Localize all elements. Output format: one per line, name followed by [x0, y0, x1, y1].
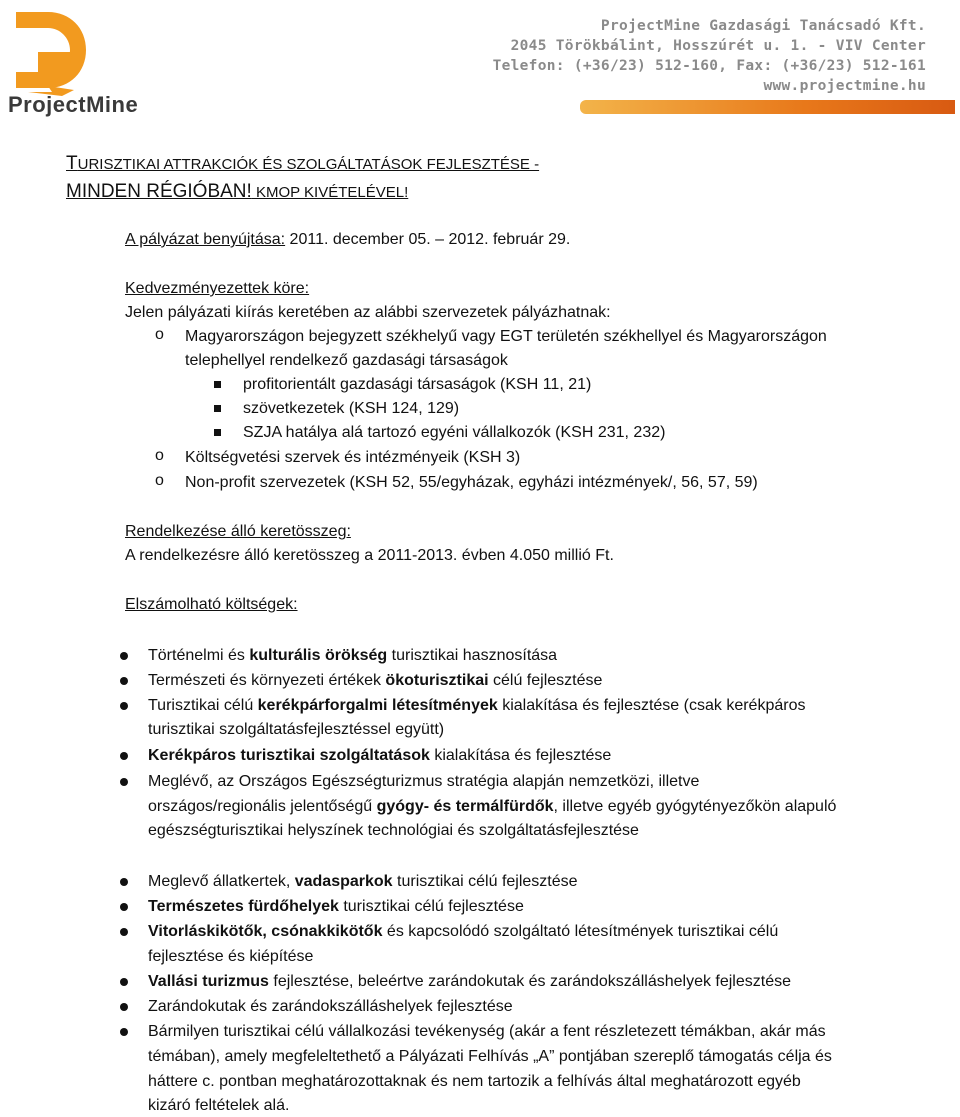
company-name: ProjectMine Gazdasági Tanácsadó Kft.	[600, 18, 926, 34]
beneficiary-sub-1: profitorientált gazdasági társaságok (KSH 11, 21)	[243, 376, 592, 393]
cost-item-8: Vitorláskikötők, csónakkikötők és kapcsolódó szolgáltató létesítmények turisztikai célú	[148, 923, 779, 940]
submission-period	[125, 229, 570, 251]
submission-value: 2011. december 05. – 2012. február 29.	[285, 231, 571, 248]
beneficiary-item-3: Non-profit szervezetek (KSH 52, 55/egyházak, egyházi intézmények/, 56, 57, 59)	[185, 474, 758, 491]
bullet-icon	[120, 702, 128, 710]
cost-item-10: Zarándokutak és zarándokszálláshelyek fejlesztése	[148, 998, 513, 1015]
beneficiary-sub-3: SZJA hatálya alá tartozó egyéni vállalkozók (KSH 231, 232)	[243, 424, 666, 441]
budget-heading: Rendelkezése álló keretösszeg:	[125, 523, 351, 540]
bullet-icon	[120, 903, 128, 911]
company-info	[493, 16, 926, 96]
costs-heading: Elszámolható költségek:	[125, 596, 298, 613]
cost-item-5: Meglévő, az Országos Egészségturizmus stratégia alapján nemzetközi, illetve	[148, 773, 700, 790]
logo-wordmark: ProjectMine	[8, 92, 139, 117]
cost-item-2: Természeti és környezeti értékek ökoturisztikai célú fejlesztése	[148, 672, 603, 689]
bullet-icon	[120, 652, 128, 660]
beneficiary-item-1: Magyarországon bejegyzett székhelyű vagy EGT területén székhellyel és Magyarországon	[185, 328, 827, 345]
title-initial: T	[66, 153, 78, 174]
list-bullet: o	[155, 447, 164, 464]
beneficiary-item-2: Költségvetési szervek és intézményeik (KSH 3)	[185, 449, 521, 466]
square-bullet-icon	[214, 429, 221, 436]
title-line2-tail: KMOP KIVÉTELÉVEL!	[251, 184, 409, 201]
bullet-icon	[120, 778, 128, 786]
beneficiaries-intro: Jelen pályázati kiírás keretében az alábbi szervezetek pályázhatnak:	[125, 304, 611, 321]
cost-item-1: Történelmi és kulturális örökség turisztikai hasznosítása	[148, 647, 558, 664]
list-bullet: o	[155, 472, 164, 489]
cost-item-9: Vallási turizmus fejlesztése, beleértve zarándokutak és zarándokszálláshelyek fejlesztése	[148, 973, 791, 990]
cost-item-11-cont: témában), amely megfeleltethető a Pályázati Felhívás „A” pontjában szereplő támogatás célja és	[148, 1048, 832, 1065]
square-bullet-icon	[214, 405, 221, 412]
square-bullet-icon	[214, 381, 221, 388]
bullet-icon	[120, 677, 128, 685]
cost-item-8-cont: fejlesztése és kiépítése	[148, 948, 314, 965]
list-bullet: o	[155, 326, 164, 343]
cost-item-3-cont: turisztikai szolgáltatásfejlesztéssel együtt)	[148, 721, 445, 738]
budget-text: A rendelkezésre álló keretösszeg a 2011-2013. évben 4.050 millió Ft.	[125, 547, 614, 564]
letterhead	[0, 0, 960, 125]
bullet-icon	[120, 878, 128, 886]
cost-item-6: Meglevő állatkertek, vadasparkok turisztikai célú fejlesztése	[148, 873, 578, 890]
bullet-icon	[120, 1003, 128, 1011]
beneficiary-sub-2: szövetkezetek (KSH 124, 129)	[243, 400, 460, 417]
cost-item-11: Bármilyen turisztikai célú vállalkozási tevékenység (akár a fent részletezett témákban, akár más	[148, 1023, 826, 1040]
header-accent-bar	[580, 100, 955, 114]
cost-item-5-cont: országos/regionális jelentőségű gyógy- és termálfürdők, illetve egyéb gyógytényezőkön alapuló	[148, 798, 837, 815]
beneficiaries-heading: Kedvezményezettek köre:	[125, 280, 310, 297]
document-title	[66, 150, 539, 206]
company-address: 2045 Törökbálint, Hosszúrét u. 1. - VIV Center	[510, 38, 926, 54]
title-line2-main: MINDEN RÉGIÓBAN!	[66, 181, 252, 202]
cost-item-11-cont3: kizáró feltételek alá.	[148, 1097, 290, 1114]
company-website: www.projectmine.hu	[763, 78, 926, 94]
cost-item-7: Természetes fürdőhelyek turisztikai célú fejlesztése	[148, 898, 524, 915]
company-phone: Telefon: (+36/23) 512-160, Fax: (+36/23) 512-161	[492, 58, 926, 74]
bullet-icon	[120, 928, 128, 936]
cost-item-5-cont2: egészségturisztikai helyszínek technológiai és szolgáltatásfejlesztése	[148, 822, 639, 839]
submission-label: A pályázat benyújtása:	[125, 231, 286, 248]
bullet-icon	[120, 752, 128, 760]
cost-item-3: Turisztikai célú kerékpárforgalmi létesítmények kialakítása és fejlesztése (csak kerékpáros	[148, 697, 806, 714]
bullet-icon	[120, 978, 128, 986]
bullet-icon	[120, 1028, 128, 1036]
cost-item-11-cont2: háttere c. pontban meghatározottaknak és nem tartozik a felhívás által meghatározott egyéb	[148, 1073, 801, 1090]
cost-item-4: Kerékpáros turisztikai szolgáltatások kialakítása és fejlesztése	[148, 747, 612, 764]
beneficiary-item-1-cont: telephellyel rendelkező gazdasági társaságok	[185, 352, 508, 369]
title-line1: URISZTIKAI ATTRAKCIÓK ÉS SZOLGÁLTATÁSOK FEJLESZTÉSE -	[77, 156, 540, 173]
